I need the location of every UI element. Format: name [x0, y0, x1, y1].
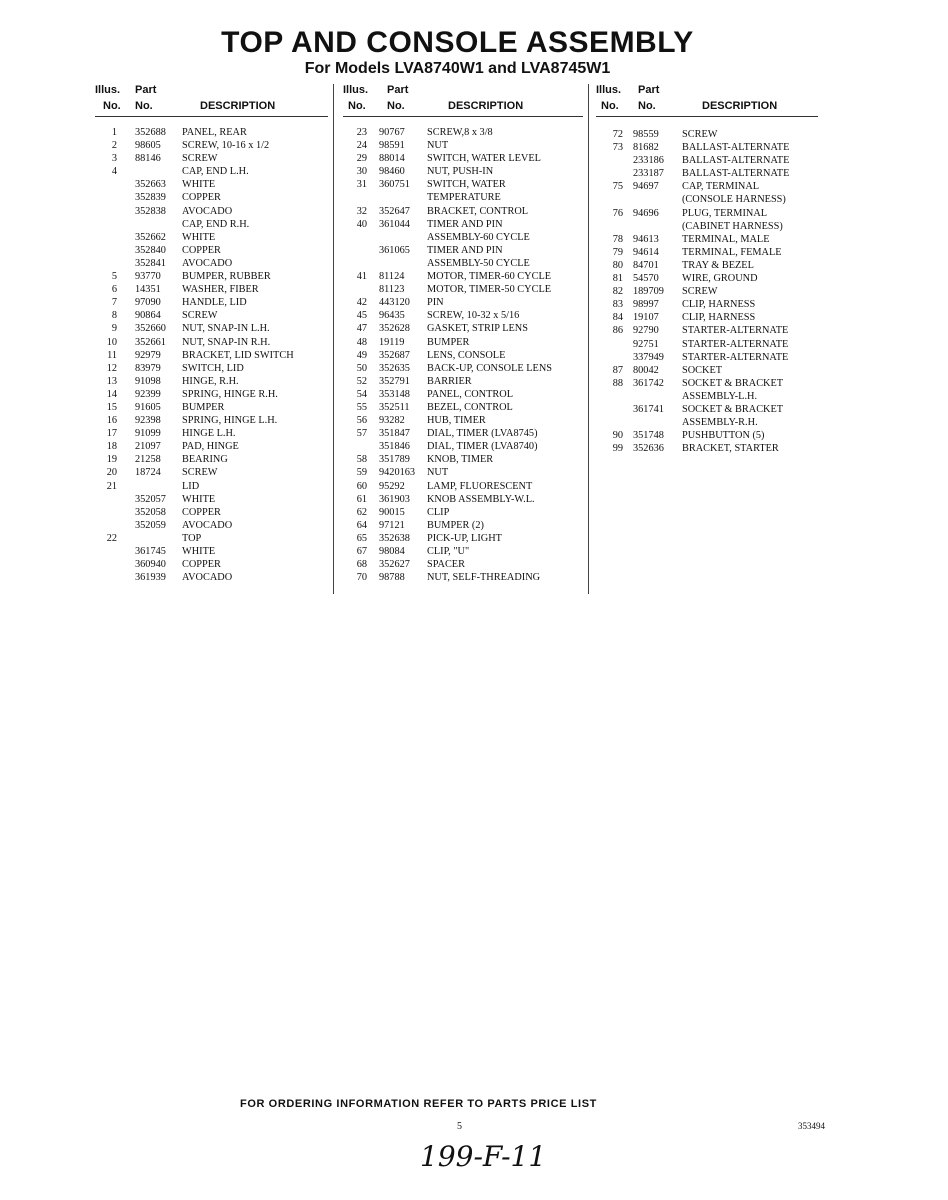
- illus-no: 15: [106, 401, 117, 413]
- part-no: 90864: [135, 310, 161, 322]
- part-no: 98605: [135, 140, 161, 152]
- part-no: 91099: [135, 428, 161, 440]
- part-no: 352660: [135, 323, 166, 335]
- parts-column-1: [95, 84, 328, 584]
- part-no: 360751: [379, 179, 410, 191]
- part-description: CLIP, "U": [427, 546, 470, 557]
- part-no: 352635: [379, 362, 410, 374]
- part-no: 84701: [633, 259, 659, 271]
- part-no: 92399: [135, 388, 161, 400]
- handwritten-note: 199-F-11: [420, 1140, 547, 1173]
- part-no: 352057: [135, 493, 166, 505]
- part-description: COPPER: [182, 506, 221, 518]
- part-no: 352628: [379, 323, 410, 335]
- part-description: MOTOR, TIMER-50 CYCLE: [427, 284, 552, 296]
- part-no: 352839: [135, 192, 166, 204]
- part-no: 93282: [379, 415, 405, 427]
- part-no: 14351: [135, 284, 161, 296]
- part-description: LENS, CONSOLE: [427, 349, 506, 361]
- part-no: 98591: [379, 140, 405, 152]
- illus-no: 16: [106, 415, 117, 427]
- illus-no: 76: [612, 207, 623, 219]
- part-description: PANEL, REAR: [182, 127, 247, 138]
- part-description: CAP, TERMINAL: [682, 181, 760, 193]
- illus-no: 72: [612, 129, 623, 140]
- part-no: 352791: [379, 375, 410, 387]
- part-no: 95292: [379, 480, 405, 492]
- part-no: 81124: [379, 271, 405, 283]
- part-no: 352687: [379, 349, 410, 361]
- illus-no: 75: [612, 181, 623, 193]
- part-description: TRAY & BEZEL: [682, 259, 754, 271]
- part-description: BUMPER (2): [427, 519, 484, 531]
- part-no: 54570: [633, 273, 659, 285]
- part-description: KNOB ASSEMBLY-W.L.: [427, 493, 535, 505]
- part-no: 19119: [379, 336, 405, 348]
- part-no: 352059: [135, 519, 166, 531]
- illus-no: 84: [612, 312, 623, 324]
- illus-no: 82: [612, 286, 623, 298]
- illus-no: 60: [356, 480, 367, 492]
- part-description: BEZEL, CONTROL: [427, 401, 513, 413]
- illus-no: 4: [111, 166, 117, 178]
- illus-no: 47: [356, 323, 367, 335]
- illus-no: 2: [111, 140, 117, 152]
- part-no: 90767: [379, 127, 405, 138]
- part-description: AVOCADO: [182, 205, 233, 217]
- page-title: TOP AND CONSOLE ASSEMBLY: [221, 26, 694, 59]
- illus-no: 42: [356, 297, 367, 309]
- part-description: TEMPERATURE: [427, 192, 501, 204]
- part-description: SCREW, 10-32 x 5/16: [427, 310, 520, 322]
- part-no: 352638: [379, 532, 410, 544]
- part-no: 98559: [633, 129, 659, 140]
- part-no: 352627: [379, 559, 410, 571]
- description-header: DESCRIPTION: [448, 100, 524, 112]
- illus-no-header: No.: [348, 100, 366, 112]
- part-description: STARTER-ALTERNATE: [682, 325, 789, 337]
- part-description: TERMINAL, FEMALE: [682, 246, 782, 258]
- illus-no: 45: [356, 310, 367, 322]
- part-no: 360940: [135, 559, 166, 571]
- part-no: 352688: [135, 127, 166, 138]
- illus-no: 23: [356, 127, 367, 138]
- part-no: 81682: [633, 142, 659, 154]
- part-no: 352511: [379, 401, 410, 413]
- illus-no: 90: [612, 430, 623, 442]
- parts-column-2: [343, 84, 583, 584]
- illus-no: 65: [356, 532, 367, 544]
- illus-no: 54: [356, 388, 367, 400]
- column-divider: [333, 84, 334, 594]
- part-description: BUMPER, RUBBER: [182, 271, 271, 283]
- illus-no: 14: [106, 388, 117, 400]
- illus-no: 73: [612, 142, 623, 154]
- part-no: 98084: [379, 546, 405, 557]
- part-description: WHITE: [182, 493, 216, 505]
- part-description: PICK-UP, LIGHT: [427, 532, 502, 544]
- illus-no: 59: [356, 467, 367, 479]
- illus-no: 40: [356, 218, 367, 230]
- illus-no: 55: [356, 401, 367, 413]
- part-no: 352662: [135, 231, 166, 243]
- illus-no: 56: [356, 415, 367, 427]
- part-no: 337949: [633, 351, 664, 363]
- part-description: SPRING, HINGE L.H.: [182, 415, 278, 427]
- page-number: 5: [457, 1121, 462, 1132]
- part-description: BALLAST-ALTERNATE: [682, 155, 790, 167]
- part-description: HANDLE, LID: [182, 297, 247, 309]
- part-description: BALLAST-ALTERNATE: [682, 168, 790, 180]
- column-divider: [588, 84, 589, 594]
- part-description: CAP, END R.H.: [182, 218, 250, 230]
- part-no: 19107: [633, 312, 659, 324]
- illus-no: 83: [612, 299, 623, 311]
- description-header: DESCRIPTION: [702, 100, 778, 112]
- part-description: SPRING, HINGE R.H.: [182, 388, 278, 400]
- header-rule: [95, 116, 328, 117]
- part-description: PIN: [427, 297, 444, 309]
- part-no: 94613: [633, 233, 659, 245]
- part-no: 361742: [633, 377, 664, 389]
- part-description: ASSEMBLY-R.H.: [682, 417, 758, 429]
- part-no: 351748: [633, 430, 664, 442]
- part-no: 92751: [633, 338, 659, 350]
- part-no: 92398: [135, 415, 161, 427]
- part-no-header: No.: [387, 100, 405, 112]
- part-description: SCREW: [682, 286, 718, 298]
- description-header: DESCRIPTION: [200, 100, 276, 112]
- part-description: SWITCH, LID: [182, 362, 244, 374]
- part-no: 90015: [379, 506, 405, 518]
- page-subtitle: For Models LVA8740W1 and LVA8745W1: [304, 60, 611, 77]
- part-description: SPACER: [427, 559, 465, 571]
- part-header: Part: [638, 84, 660, 96]
- part-description: BARRIER: [427, 375, 472, 387]
- part-description: SOCKET & BRACKET: [682, 403, 784, 415]
- column-header: [95, 84, 328, 116]
- part-description: WHITE: [182, 179, 216, 191]
- document-number: 353494: [798, 1121, 825, 1131]
- part-description: SWITCH, WATER: [427, 179, 506, 191]
- illus-no: 29: [356, 153, 367, 165]
- illus-no: 9: [111, 323, 117, 335]
- part-no: 352661: [135, 336, 166, 348]
- part-no: 361065: [379, 244, 410, 256]
- part-no: 94614: [633, 246, 659, 258]
- part-description: SWITCH, WATER LEVEL: [427, 153, 541, 165]
- illus-no: 61: [356, 493, 367, 505]
- illus-no: 7: [111, 297, 117, 309]
- part-no: 351847: [379, 428, 410, 440]
- part-description: KNOB, TIMER: [427, 454, 494, 466]
- part-description: NUT, SNAP-IN L.H.: [182, 323, 270, 335]
- part-no: 21258: [135, 454, 161, 466]
- illus-no: 80: [612, 259, 623, 271]
- part-description: ASSEMBLY-L.H.: [682, 390, 758, 402]
- part-no: 351789: [379, 454, 410, 466]
- column-header: [343, 84, 583, 116]
- illus-no: 64: [356, 519, 367, 531]
- illus-no: 18: [106, 441, 117, 453]
- illus-header: Illus.: [596, 84, 622, 96]
- illus-no: 12: [106, 362, 117, 374]
- illus-no: 31: [356, 179, 367, 191]
- part-description: CLIP: [427, 506, 450, 518]
- illus-no: 52: [356, 375, 367, 387]
- part-description: HUB, TIMER: [427, 415, 486, 427]
- illus-no: 20: [106, 467, 117, 479]
- part-description: NUT: [427, 140, 449, 152]
- part-no: 92790: [633, 325, 659, 337]
- part-description: ASSEMBLY-60 CYCLE: [427, 231, 530, 243]
- illus-no: 70: [356, 572, 367, 584]
- part-no: 91098: [135, 375, 161, 387]
- illus-no: 86: [612, 325, 623, 337]
- part-description: PANEL, CONTROL: [427, 388, 514, 400]
- part-no: 94697: [633, 181, 659, 193]
- part-no: 94696: [633, 207, 659, 219]
- part-no: 18724: [135, 467, 161, 479]
- part-description: BRACKET, STARTER: [682, 443, 779, 455]
- part-description: TIMER AND PIN: [427, 218, 503, 230]
- part-description: AVOCADO: [182, 257, 233, 269]
- part-no: 353148: [379, 388, 410, 400]
- illus-no: 11: [107, 349, 117, 361]
- part-description: WHITE: [182, 546, 216, 557]
- part-description: SCREW: [182, 310, 218, 322]
- part-no: 98997: [633, 299, 659, 311]
- illus-no: 67: [356, 546, 367, 557]
- part-description: NUT, PUSH-IN: [427, 166, 494, 178]
- part-no-header: No.: [638, 100, 656, 112]
- part-no: 361939: [135, 572, 166, 584]
- part-header: Part: [135, 84, 157, 96]
- part-description: BRACKET, CONTROL: [427, 205, 529, 217]
- illus-no-header: No.: [601, 100, 619, 112]
- part-description: TIMER AND PIN: [427, 244, 503, 256]
- illus-no: 49: [356, 349, 367, 361]
- part-description: COPPER: [182, 244, 221, 256]
- illus-no: 58: [356, 454, 367, 466]
- parts-column-3: [596, 84, 818, 455]
- part-no: 96435: [379, 310, 405, 322]
- column-header: [596, 84, 818, 116]
- illus-no: 32: [356, 205, 367, 217]
- part-description: HINGE L.H.: [182, 428, 236, 440]
- part-no: 88014: [379, 153, 405, 165]
- part-description: BRACKET, LID SWITCH: [182, 349, 294, 361]
- part-description: SOCKET & BRACKET: [682, 377, 784, 389]
- header-rule: [596, 116, 818, 117]
- part-description: MOTOR, TIMER-60 CYCLE: [427, 271, 552, 283]
- part-no: 233187: [633, 168, 664, 180]
- part-description: NUT, SNAP-IN R.H.: [182, 336, 271, 348]
- illus-no: 78: [612, 233, 623, 245]
- part-description: PLUG, TERMINAL: [682, 207, 768, 219]
- part-description: SOCKET: [682, 364, 723, 376]
- part-no: 352647: [379, 205, 410, 217]
- illus-no: 87: [612, 364, 623, 376]
- part-no: 443120: [379, 297, 410, 309]
- part-no: 352838: [135, 205, 166, 217]
- part-no: 352663: [135, 179, 166, 191]
- part-description: SCREW: [182, 467, 218, 479]
- part-no: 352058: [135, 506, 166, 518]
- part-description: NUT: [427, 467, 449, 479]
- part-description: ASSEMBLY-50 CYCLE: [427, 257, 530, 269]
- part-description: SCREW: [682, 129, 718, 140]
- part-no: 97090: [135, 297, 161, 309]
- part-no: 93770: [135, 271, 161, 283]
- part-no: 9420163: [379, 467, 416, 479]
- part-no: 361741: [633, 403, 664, 415]
- part-description: TOP: [182, 532, 202, 544]
- illus-no: 10: [106, 336, 117, 348]
- part-no: 81123: [379, 284, 405, 296]
- illus-no: 62: [356, 506, 367, 518]
- part-description: WASHER, FIBER: [182, 284, 259, 296]
- part-no: 98788: [379, 572, 405, 584]
- part-description: TERMINAL, MALE: [682, 233, 770, 245]
- illus-no: 8: [111, 310, 117, 322]
- illus-no: 1: [111, 127, 117, 138]
- part-description: WHITE: [182, 231, 216, 243]
- illus-no: 41: [356, 271, 367, 283]
- illus-no: 68: [356, 559, 367, 571]
- illus-no: 30: [356, 166, 367, 178]
- part-description: AVOCADO: [182, 519, 233, 531]
- ordering-note: FOR ORDERING INFORMATION REFER TO PARTS PRICE LIST: [240, 1098, 597, 1110]
- part-no: 91605: [135, 401, 161, 413]
- part-no: 189709: [633, 286, 664, 298]
- part-no: 361903: [379, 493, 410, 505]
- illus-no: 5: [111, 271, 117, 283]
- part-no: 352841: [135, 257, 166, 269]
- part-description: HINGE, R.H.: [182, 375, 239, 387]
- illus-no: 6: [111, 284, 117, 296]
- part-description: COPPER: [182, 559, 221, 571]
- part-description: WIRE, GROUND: [682, 273, 758, 285]
- part-description: BEARING: [182, 454, 228, 466]
- illus-no: 19: [106, 454, 117, 466]
- part-no: 80042: [633, 364, 659, 376]
- part-description: STARTER-ALTERNATE: [682, 338, 789, 350]
- illus-header: Illus.: [95, 84, 121, 96]
- part-description: CAP, END L.H.: [182, 166, 249, 178]
- part-description: SCREW, 10-16 x 1/2: [182, 140, 270, 152]
- part-description: BUMPER: [182, 401, 225, 413]
- illus-no: 99: [612, 443, 623, 455]
- part-header: Part: [387, 84, 409, 96]
- part-description: PAD, HINGE: [182, 441, 239, 453]
- part-no: 361745: [135, 546, 166, 557]
- part-description: COPPER: [182, 192, 221, 204]
- part-description: SCREW: [182, 153, 218, 165]
- illus-no: 81: [612, 273, 623, 285]
- part-no: 21097: [135, 441, 161, 453]
- part-description: CLIP, HARNESS: [682, 312, 756, 324]
- illus-no: 48: [356, 336, 367, 348]
- part-no: 92979: [135, 349, 161, 361]
- part-no: 88146: [135, 153, 161, 165]
- part-description: GASKET, STRIP LENS: [427, 323, 528, 335]
- part-description: DIAL, TIMER (LVA8740): [427, 441, 538, 453]
- illus-no: 22: [106, 532, 117, 544]
- part-description: BACK-UP, CONSOLE LENS: [427, 362, 553, 374]
- illus-no: 57: [356, 428, 367, 440]
- part-no: 361044: [379, 218, 410, 230]
- part-no: 352840: [135, 244, 166, 256]
- illus-no: 24: [356, 140, 367, 152]
- part-description: DIAL, TIMER (LVA8745): [427, 428, 538, 440]
- illus-no-header: No.: [103, 100, 121, 112]
- part-no: 352636: [633, 443, 664, 455]
- illus-header: Illus.: [343, 84, 369, 96]
- part-description: LID: [182, 480, 200, 492]
- part-no: 97121: [379, 519, 405, 531]
- illus-no: 21: [106, 480, 117, 492]
- illus-no: 50: [356, 362, 367, 374]
- part-description: SCREW,8 x 3/8: [427, 127, 493, 138]
- part-description: NUT, SELF-THREADING: [427, 572, 541, 584]
- part-no-header: No.: [135, 100, 153, 112]
- part-description: CLIP, HARNESS: [682, 299, 756, 311]
- illus-no: 3: [111, 153, 117, 165]
- part-no: 351846: [379, 441, 410, 453]
- part-no: 98460: [379, 166, 405, 178]
- part-description: (CABINET HARNESS): [682, 220, 783, 232]
- illus-no: 79: [612, 246, 623, 258]
- part-no: 233186: [633, 155, 664, 167]
- part-description: BALLAST-ALTERNATE: [682, 142, 790, 154]
- part-description: STARTER-ALTERNATE: [682, 351, 789, 363]
- part-description: AVOCADO: [182, 572, 233, 584]
- illus-no: 13: [106, 375, 117, 387]
- part-description: BUMPER: [427, 336, 470, 348]
- illus-no: 17: [106, 428, 117, 440]
- illus-no: 88: [612, 377, 623, 389]
- part-description: LAMP, FLUORESCENT: [427, 480, 533, 492]
- part-no: 83979: [135, 362, 161, 374]
- part-description: (CONSOLE HARNESS): [682, 194, 786, 206]
- header-rule: [343, 116, 583, 117]
- part-description: PUSHBUTTON (5): [682, 430, 765, 442]
